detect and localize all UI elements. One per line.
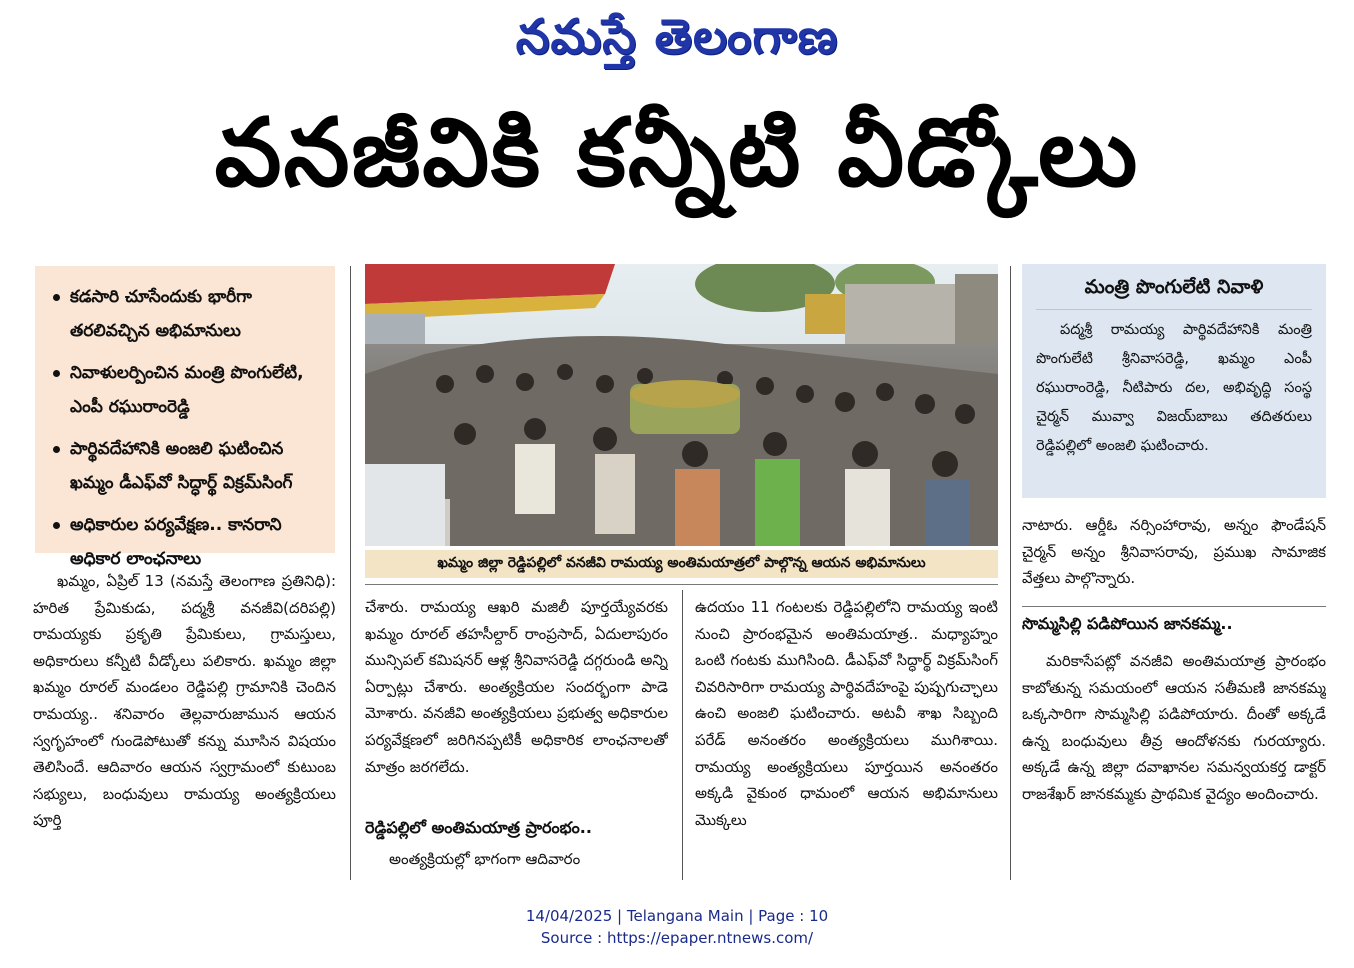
article-column-3 xyxy=(695,594,998,876)
highlight-text: అధికారుల పర్యవేక్షణ.. కానరాని అధికార లాంఛనాలు xyxy=(70,515,282,569)
bullet-icon xyxy=(53,294,60,301)
highlight-item xyxy=(53,432,323,500)
sidebar-box xyxy=(1022,264,1326,498)
bullet-icon xyxy=(53,446,60,453)
page-footer xyxy=(0,905,1354,949)
footer-date-page: 14/04/2025 | Telangana Main | Page : 10 xyxy=(525,907,829,925)
bullet-icon xyxy=(53,522,60,529)
section-rule xyxy=(1022,606,1326,607)
bullet-icon xyxy=(53,370,60,377)
article-column-4 xyxy=(1022,512,1326,602)
article-text: అంత్యక్రియల్లో భాగంగా ఆదివారం xyxy=(389,850,581,868)
article-text: ఖమ్మం, ఏప్రిల్ 13 (నమస్తే తెలంగాణ ప్రతినిధి): హరిత ప్రేమికుడు, పద్మశ్రీ వనజీవి(దరిపల్లి) రామయ్యకు ప్రకృతి ప్రేమికులు, గ్రామస్తులు, అధికారులు కన్నీటి వీడ్కోలు పలికారు. ఖమ్మం జిల్లా ఖమ్మం రూరల్ మండలం రెడ్డిపల్లి గ్రామానికి చెందిన రామయ్య.. శనివారం తెల్లవారుజామున ఆయన స్వగృహంలో గుండెపోటుతో కన్ను మూసిన విషయం తెలిసిందే. ఆదివారం ఆయన స్వగ్రామంలో కుటుంబ సభ్యులు, బంధువులు రామయ్య అంత్యక్రియలు పూర్తి xyxy=(33,572,336,830)
highlight-text: పార్థివదేహానికి అంజలి ఘటించిన ఖమ్మం డీఎఫ్‌వో సిద్ధార్థ్ విక్రమ్‌సింగ్ xyxy=(70,439,293,493)
caption-rule xyxy=(365,584,998,585)
highlights-box xyxy=(35,266,335,569)
highlight-text: కడసారి చూసేందుకు భారీగా తరలివచ్చిన అభిమానులు xyxy=(70,287,252,341)
article-column-2 xyxy=(365,594,668,816)
column-divider xyxy=(682,590,683,880)
highlight-item xyxy=(53,356,323,424)
highlight-item xyxy=(53,280,323,348)
highlight-item xyxy=(53,508,323,576)
column-divider xyxy=(350,266,351,880)
headline-text: వనజీవికి కన్నీటి వీడ్కోలు xyxy=(214,99,1140,208)
footer-source: Source : https://epaper.ntnews.com/ xyxy=(540,929,814,947)
headline xyxy=(0,100,1354,230)
article-text: మరికాసేపట్లో వనజీవి అంతిమయాత్ర ప్రారంభం కాబోతున్న సమయంలో ఆయన సతీమణి జానకమ్మ ఒక్కసారిగా సొమ్మసిల్లి పడిపోయారు. దీంతో అక్కడే ఉన్న బంధువులు తీవ్ర ఆందోళనకు గురయ్యారు. అక్కడే ఉన్న జిల్లా దవాఖానల సమన్వయకర్త డాక్టర్ రాజశేఖర్ జానకమ్మకు ప్రాథమిక వైద్యం అందించారు. xyxy=(1022,652,1326,803)
newspaper-logo: నమస్తే తెలంగాణ xyxy=(515,9,839,65)
article-text: నాటారు. ఆర్డీఓ నర్సింహారావు, అన్నం ఫౌండేషన్ చైర్మన్ అన్నం శ్రీనివాసరావు, ప్రముఖ సామాజిక వేత్తలు పాల్గొన్నారు. xyxy=(1022,516,1326,588)
masthead xyxy=(0,8,1354,78)
article-column-4-continued xyxy=(1022,648,1326,876)
article-column-1 xyxy=(33,568,336,880)
news-photo xyxy=(365,264,998,546)
column-divider xyxy=(1010,266,1011,880)
article-column-2-continued xyxy=(365,846,668,876)
photo-caption: ఖమ్మం జిల్లా రెడ్డిపల్లిలో వనజీవి రామయ్య అంతిమయాత్రలో పాల్గొన్న ఆయన అభిమానులు xyxy=(365,550,998,578)
subheading: సొమ్మసిల్లి పడిపోయిన జానకమ్మ.. xyxy=(1022,614,1233,633)
subheading: రెడ్డిపల్లిలో అంతిమయాత్ర ప్రారంభం.. xyxy=(365,818,592,837)
highlight-text: నివాళులర్పించిన మంత్రి పొంగులేటి, ఎంపీ రఘురాంరెడ్డి xyxy=(70,363,304,417)
sidebar-title: మంత్రి పొంగులేటి నివాళి xyxy=(1036,276,1312,310)
article-text: చేశారు. రామయ్య ఆఖరి మజిలీ పూర్తయ్యేవరకు ఖమ్మం రూరల్ తహసీల్దార్ రాంప్రసాద్, ఏదులాపురం మున్సిపల్ కమిషనర్ ఆళ్ల శ్రీనివాసరెడ్డి దగ్గరుండి అన్ని ఏర్పాట్లు చేశారు. అంత్యక్రియల సందర్భంగా పాడె మోశారు. వనజీవి అంత్యక్రియలు ప్రభుత్వ అధికారుల పర్యవేక్షణలో జరిగినప్పటికీ అధికారిక లాంఛనాలతో మాత్రం జరగలేదు. xyxy=(365,598,668,776)
sidebar-body: పద్మశ్రీ రామయ్య పార్థివదేహానికి మంత్రి పొంగులేటి శ్రీనివాసరెడ్డి, ఖమ్మం ఎంపీ రఘురాంరెడ్డి, నీటిపారు దల, అభివృద్ధి సంస్థ చైర్మన్ మువ్వా విజయ్‌బాబు తదితరులు రెడ్డిపల్లిలో అంజలి ఘటించారు. xyxy=(1036,322,1312,454)
article-text: ఉదయం 11 గంటలకు రెడ్డిపల్లిలోని రామయ్య ఇంటి నుంచి ప్రారంభమైన అంతిమయాత్ర.. మధ్యాహ్నం ఒంటి గంటకు ముగిసింది. డీఎఫ్‌వో సిద్ధార్థ్ విక్రమ్‌సింగ్ చివరిసారిగా రామయ్య పార్థివదేహంపై పుష్పగుచ్ఛాలు ఉంచి అంజలి ఘటించారు. అటవీ శాఖ సిబ్బంది పరేడ్ అనంతరం అంత్యక్రియలు ముగిశాయి. రామయ్య అంత్యక్రియలు పూర్తయిన అనంతరం అక్కడి వైకుంఠ ధామంలో ఆయన అభిమానులు మొక్కలు xyxy=(695,598,998,829)
